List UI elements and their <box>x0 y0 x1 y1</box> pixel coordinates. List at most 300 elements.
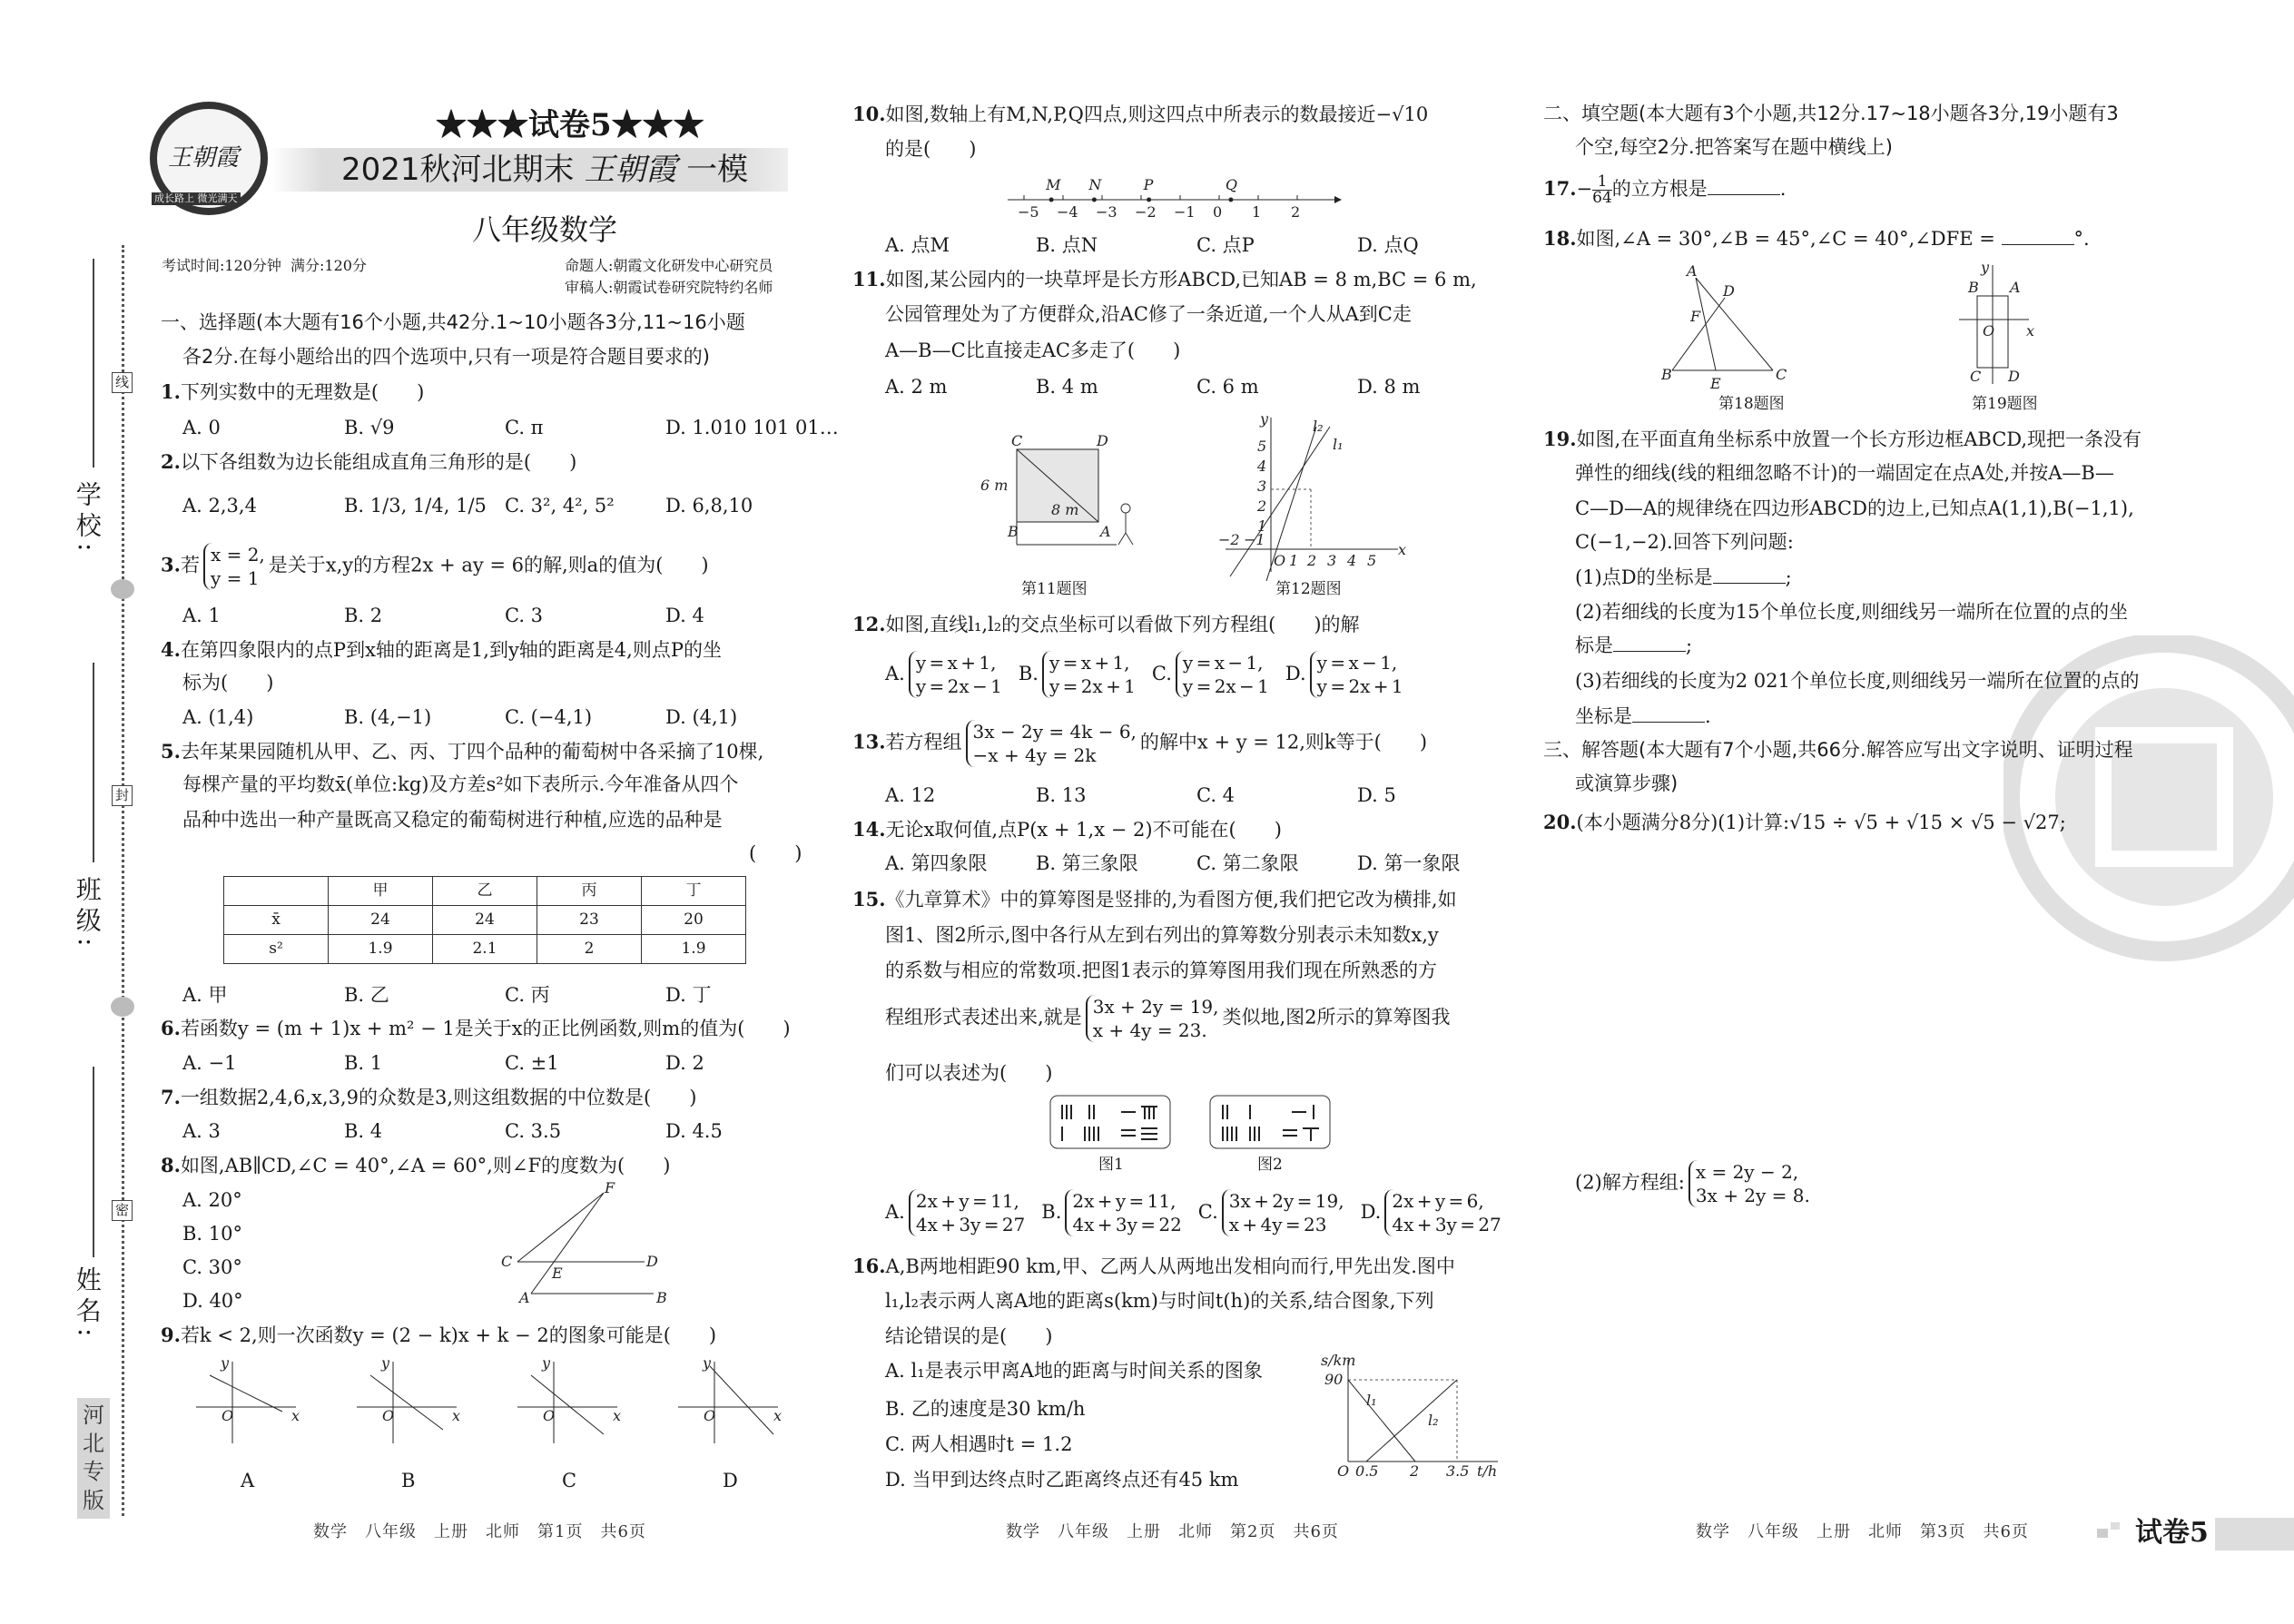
option-a[interactable]: A. 0 <box>182 417 221 438</box>
answer-blank[interactable] <box>1713 567 1786 584</box>
q11-figure <box>980 431 1144 567</box>
label-e: E <box>552 1265 563 1282</box>
table-cell: 2 <box>537 935 642 964</box>
figure-caption: 图1 <box>1098 1156 1124 1174</box>
option-c[interactable]: C. 丙 <box>505 984 550 1006</box>
tick-label: −2 <box>1135 203 1157 221</box>
seal-circle-icon <box>111 997 134 1017</box>
table-cell: 1.9 <box>642 935 746 964</box>
figure-caption: 图2 <box>1257 1156 1283 1174</box>
q-text: 如图,直线l₁,l₂的交点坐标可以看做下列方程组( )的解 <box>885 614 1360 635</box>
q-text: 是关于x,y的方程2x + ay = 6的解,则a的值为( ) <box>268 554 709 576</box>
q-num: 11. <box>852 268 886 290</box>
option-a[interactable]: A. (1,4) <box>182 706 254 728</box>
option-c[interactable]: C. 3², 4², 5² <box>505 495 615 517</box>
function-line <box>710 1366 773 1434</box>
tick-label: −1 <box>1244 531 1265 548</box>
q-num: 3. <box>161 553 181 576</box>
figure-caption: 第12题图 <box>1275 580 1342 598</box>
q-text: 标为( ) <box>182 672 274 694</box>
q-text: 公园管理处为了方便群众,沿AC修了一条近道,一个人从A到C走 <box>885 303 1412 325</box>
option-a[interactable]: A. l₁是表示甲离A地的距离与时间关系的图象 <box>885 1360 1263 1382</box>
label-l2: l₂ <box>1428 1412 1439 1429</box>
q-num: 17. <box>1543 177 1577 200</box>
q-text: C—D—A的规律绕在四边形ABCD的边上,已知点A(1,1),B(−1,1), <box>1575 497 2134 519</box>
q-text: 弹性的细线(线的粗细忽略不计)的一端固定在点A处,并按A—B— <box>1575 462 2114 484</box>
label-origin: O <box>1337 1462 1350 1480</box>
option-b[interactable]: B. y = x + 1, y = 2x + 1 <box>1018 652 1136 697</box>
label-x: x <box>773 1407 783 1424</box>
tick-label: 1 <box>1257 517 1267 535</box>
seal-mark-secret: 密 <box>112 1200 133 1221</box>
page-footer-2: 数学 八年级 上册 北师 第2页 共6页 <box>1006 1522 1339 1541</box>
q-text: 以下各组数为边长能组成直角三角形的是( ) <box>180 451 577 473</box>
q-text: (本小题满分8分)(1)计算:√15 ÷ √5 + √15 × √5 − √27; <box>1576 812 2066 833</box>
paper-series: ★★★试卷5★★★ <box>436 107 704 143</box>
banner-brand: 王朝霞 <box>584 152 677 188</box>
equation-system <box>203 543 265 590</box>
q18-figure <box>1661 263 1861 390</box>
tick-label: −2 <box>1218 531 1240 548</box>
option-d[interactable]: D. y = x − 1, y = 2x + 1 <box>1285 652 1403 697</box>
section2-heading-cont: 个空,每空2分.把答案写在题中横线上) <box>1575 136 1893 158</box>
arrow-icon <box>1334 196 1342 203</box>
point-P <box>1147 198 1151 202</box>
q-text: 去年某果园随机从甲、乙、丙、丁四个品种的葡萄树中各采摘了10棵, <box>180 741 764 763</box>
q-text: 如图,数轴上有M,N,P,Q四点,则这四点中所表示的数最接近−√10 <box>885 103 1429 125</box>
title-banner <box>271 148 788 192</box>
q-text: 若k < 2,则一次函数y = (2 − k)x + k − 2的图象可能是( ) <box>180 1324 717 1346</box>
point-label: M <box>1046 177 1061 193</box>
q-num: 7. <box>161 1086 181 1108</box>
q-num: 18. <box>1543 227 1577 250</box>
label-l2: l₂ <box>1313 418 1324 435</box>
label-a: A <box>1100 523 1111 540</box>
line-cf <box>517 1193 604 1262</box>
option-a[interactable]: A. y = x + 1, y = 2x − 1 <box>885 652 1002 697</box>
label-l1: l₁ <box>1366 1392 1377 1409</box>
option-a[interactable]: A. 第四象限 <box>885 852 988 874</box>
q-num: 12. <box>852 613 886 635</box>
line-af <box>531 1193 604 1294</box>
table-header-row <box>224 877 746 906</box>
table-cell: 丙 <box>537 877 642 906</box>
table-cell: 23 <box>537 906 642 935</box>
label-e: E <box>1710 375 1721 390</box>
label-d: D <box>1097 432 1108 449</box>
option-c[interactable]: C. (−4,1) <box>505 706 593 728</box>
option-a[interactable]: A. 2,3,4 <box>182 495 257 517</box>
option-c[interactable]: C. 30° <box>182 1256 242 1278</box>
label-y: y <box>221 1357 230 1372</box>
graph-option-C[interactable] <box>513 1357 622 1448</box>
option-b[interactable]: B. 1 <box>344 1052 383 1074</box>
section3-heading: 三、解答题(本大题有7个小题,共66分.解答应写出文字说明、证明过程 <box>1543 739 2133 761</box>
option-c[interactable]: C. 两人相遇时t = 1.2 <box>885 1433 1073 1455</box>
paper-badge: 试卷5 <box>2135 1517 2209 1549</box>
function-line <box>210 1375 282 1412</box>
q-text: (3)若细线的长度为2 021个单位长度,则细线另一端所在位置的点的 <box>1575 670 2140 692</box>
line-l2 <box>1366 1380 1457 1462</box>
exam-time: 考试时间:120分钟 <box>162 257 281 274</box>
option-c[interactable]: C. ±1 <box>505 1052 559 1074</box>
option-b[interactable]: B. 第三象限 <box>1036 852 1138 874</box>
equation-system: 3x − 2y = 4k − 6, −x + 4y = 2k <box>966 720 1137 767</box>
option-d[interactable]: D. 4 <box>665 605 704 626</box>
option-d[interactable]: D. 2 <box>665 1052 704 1074</box>
q-text: 若函数y = (m + 1)x + m² − 1是关于x的正比例函数,则m的值为( ) <box>180 1018 791 1039</box>
option-a[interactable]: A. 20° <box>182 1189 242 1211</box>
table-cell: s² <box>224 935 329 964</box>
q-text: 品种中选出一种产量既高又稳定的葡萄树进行种植,应选的品种是 <box>182 809 723 831</box>
q-text: l₁,l₂表示两人离A地的距离s(km)与时间t(h)的关系,结合图象,下列 <box>885 1290 1434 1312</box>
option-c[interactable]: C. π <box>505 417 544 438</box>
option-d[interactable]: D. 1.010 101 01… <box>665 417 839 438</box>
tick-label: −1 <box>1174 203 1196 221</box>
label-y: y <box>542 1357 551 1372</box>
q-text: 程组形式表述出来,就是 <box>885 1006 1082 1029</box>
tick-label: 4 <box>1257 458 1267 475</box>
label-x: x <box>291 1407 300 1424</box>
q-text: 的是( ) <box>885 138 977 160</box>
page-footer-3: 数学 八年级 上册 北师 第3页 共6页 <box>1696 1522 2029 1541</box>
option-a[interactable]: A. 1 <box>182 605 221 626</box>
tick-label: 0.5 <box>1355 1462 1379 1480</box>
q12-figure <box>1216 413 1407 581</box>
answer-blank[interactable] <box>2002 229 2074 245</box>
label-origin: O <box>1983 322 1995 340</box>
q-text: 每棵产量的平均数x̄(单位:kg)及方差s²如下表所示.今年准备从四个 <box>182 773 739 795</box>
q-text: 的系数与相应的常数项.把图1表示的算筹图用我们现在所熟悉的方 <box>885 960 1438 981</box>
point-label: N <box>1088 177 1102 193</box>
rod-figure-1 <box>1050 1096 1170 1148</box>
option-a[interactable]: A. 2 m <box>885 376 948 398</box>
label-y: y <box>381 1357 390 1372</box>
equation: y = 1 <box>210 567 260 589</box>
equation-system: x = 2y − 2, 3x + 2y = 8. <box>1689 1160 1810 1207</box>
label-x: x <box>613 1407 622 1424</box>
q-text: A,B两地相距90 km,甲、乙两人从两地出发相向而行,甲先出发.图中 <box>885 1255 1455 1277</box>
q-text: 无论x取何值,点P(x + 1,x − 2)不可能在( ) <box>885 819 1282 841</box>
option-d[interactable]: D. 4.5 <box>665 1120 723 1142</box>
equation-system: 3x + 2y = 19, x + 4y = 23. <box>1086 995 1219 1042</box>
point-M <box>1049 198 1054 202</box>
tick-label: 3 <box>1327 552 1337 569</box>
answer-blank[interactable] <box>1613 635 1686 652</box>
q-text: 若 <box>180 554 200 576</box>
person-icon <box>1121 504 1130 513</box>
option-b[interactable]: B. 13 <box>1036 784 1087 806</box>
q-text: 若方程组 <box>885 731 962 753</box>
q8-figure <box>490 1180 672 1307</box>
counting-rod-figures <box>1049 1094 1339 1153</box>
label-a: A <box>519 1289 530 1306</box>
option-b[interactable]: B. 4 m <box>1036 376 1098 398</box>
q-text: 标是 <box>1575 635 1613 656</box>
option-d[interactable]: D. 6,8,10 <box>665 495 753 517</box>
full-score: 满分:120分 <box>290 257 367 274</box>
label-origin: O <box>222 1407 234 1424</box>
q-num: 6. <box>161 1017 181 1039</box>
school-label: 学校: <box>72 481 103 557</box>
option-c[interactable]: C. y = x − 1, y = 2x − 1 <box>1151 652 1269 697</box>
variance-table <box>223 876 746 964</box>
table-row <box>224 935 746 964</box>
school-field[interactable] <box>93 259 94 468</box>
answer-paren: ( ) <box>749 842 802 864</box>
section3-heading-cont: 或演算步骤) <box>1575 773 1679 794</box>
label-x: x <box>2026 322 2035 340</box>
option-d[interactable]: D. 点Q <box>1357 234 1419 256</box>
label-y: y <box>1981 261 1990 276</box>
option-b[interactable]: B. (4,−1) <box>344 706 432 728</box>
q-num: 8. <box>161 1154 181 1176</box>
option-a[interactable]: A. 3 <box>182 1120 221 1142</box>
label-l1: l₁ <box>1333 436 1344 453</box>
function-line <box>531 1375 604 1434</box>
option-b[interactable]: B. 4 <box>344 1120 383 1142</box>
table-cell: 2.1 <box>433 935 537 964</box>
label-b: B <box>1968 279 1979 296</box>
page-footer-1: 数学 八年级 上册 北师 第1页 共6页 <box>313 1522 646 1541</box>
q-text: 结论错误的是( ) <box>885 1325 1053 1347</box>
option-c[interactable]: C. 4 <box>1196 784 1236 806</box>
label-d: D <box>1723 282 1735 300</box>
option-c[interactable]: C. 6 m <box>1196 376 1259 398</box>
option-b[interactable]: B. √9 <box>344 417 395 438</box>
label-y: y <box>703 1357 712 1372</box>
tick-label: 1 <box>1252 203 1262 221</box>
q-text: C(−1,−2).回答下列问题: <box>1575 531 1794 553</box>
q-text: 一组数据2,4,6,x,3,9的众数是3,则这组数据的中位数是( ) <box>180 1087 697 1108</box>
label-a: A <box>2010 279 2021 296</box>
option-b[interactable]: B. 1/3, 1/4, 1/5 <box>344 495 487 517</box>
label-b: B <box>1661 366 1672 383</box>
option-b[interactable]: B. 乙 <box>344 984 389 1006</box>
seal-mark-seal: 封 <box>112 785 133 806</box>
tick-label: 4 <box>1347 552 1357 569</box>
line-l1 <box>1348 1380 1415 1462</box>
q-num: 1. <box>161 380 181 403</box>
answer-blank[interactable] <box>1708 179 1780 195</box>
label-d: D <box>646 1253 658 1270</box>
graph-option-B[interactable] <box>352 1357 461 1448</box>
q19-figure <box>1943 261 2079 389</box>
y-axis-label: s/km <box>1321 1353 1356 1369</box>
option-a[interactable]: A. 2x + y = 11, 4x + 3y = 27 <box>885 1190 1026 1235</box>
edition-badge: 河北专版 <box>77 1398 110 1519</box>
table-cell: 20 <box>642 906 746 935</box>
answer-blank[interactable] <box>1632 706 1705 723</box>
author: 命题人:朝霞文化研发中心研究员 <box>565 257 773 274</box>
q-text: (2)若细线的长度为15个单位长度,则细线另一端所在位置的点的坐 <box>1575 601 2129 623</box>
table-cell: 1.9 <box>329 935 433 964</box>
label-f: F <box>1690 308 1701 325</box>
figure-caption: 第18题图 <box>1718 395 1785 413</box>
graph-label: C <box>562 1470 577 1491</box>
option-d[interactable]: D. 第一象限 <box>1357 852 1461 874</box>
option-b[interactable]: B. 乙的速度是30 km/h <box>885 1398 1086 1420</box>
brand-logo <box>150 102 268 215</box>
x-axis-label: t/h <box>1477 1462 1498 1480</box>
figure-caption: 第19题图 <box>1972 395 2038 413</box>
tick-label: 2 <box>1307 552 1317 569</box>
tick-label: 2 <box>1291 203 1301 221</box>
tick-label: 90 <box>1324 1371 1344 1388</box>
name-field[interactable] <box>93 1067 94 1257</box>
option-b[interactable]: B. 10° <box>182 1223 243 1245</box>
option-a[interactable]: A. 12 <box>885 784 936 806</box>
label-origin: O <box>543 1407 556 1424</box>
option-b[interactable]: B. 点N <box>1036 234 1098 256</box>
figure-caption: 第11题图 <box>1021 580 1088 598</box>
option-d[interactable]: D. 5 <box>1357 784 1396 806</box>
label-c: C <box>1776 366 1787 383</box>
option-d[interactable]: D. 2x + y = 6, 4x + 3y = 27 <box>1360 1190 1501 1235</box>
label-a: A <box>1687 263 1698 280</box>
q-text: 图1、图2所示,图中各行从左到右列出的算筹数分别表示未知数x,y <box>885 924 1439 946</box>
option-a[interactable]: A. −1 <box>182 1052 237 1074</box>
logo-text: 王朝霞 <box>168 144 240 172</box>
logo-motto: 成长路上 微光满天 <box>152 192 241 205</box>
label-d: D <box>2008 368 2020 385</box>
q-num: 2. <box>161 450 181 473</box>
option-c[interactable]: C. 第二象限 <box>1196 852 1299 874</box>
q-num: 4. <box>161 638 181 661</box>
tick-label: 0 <box>1213 203 1223 221</box>
tick-label: −5 <box>1018 203 1039 221</box>
q-num: 15. <box>852 888 886 910</box>
table-cell <box>224 877 329 906</box>
table-cell: 24 <box>433 906 537 935</box>
table-row <box>224 906 746 935</box>
q-num: 10. <box>852 103 886 125</box>
section1-heading: 一、选择题(本大题有16个小题,共42分.1~10小题各3分,11~16小题 <box>161 311 745 333</box>
q-num: 19. <box>1543 428 1577 450</box>
label-c: C <box>1970 368 1982 385</box>
q-text: 《九章算术》中的算筹图是竖排的,为看图方便,我们把它改为横排,如 <box>885 889 1457 910</box>
table-cell: 24 <box>329 906 433 935</box>
label-b: B <box>1008 523 1019 540</box>
class-field[interactable] <box>93 663 94 862</box>
label-x: x <box>452 1407 461 1424</box>
label-x: x <box>1398 541 1407 558</box>
label-b: B <box>656 1289 667 1306</box>
banner-suffix: 一模 <box>686 152 749 188</box>
tick-label: 1 <box>1289 552 1299 569</box>
q-text: 类似地,图2所示的算筹图我 <box>1222 1006 1451 1029</box>
q-num: 16. <box>852 1255 886 1277</box>
option-d[interactable]: D. (4,1) <box>665 706 738 728</box>
name-label: 姓名: <box>72 1266 103 1343</box>
table-cell: 丁 <box>642 877 746 906</box>
tick-label: 2 <box>1410 1462 1420 1480</box>
q-text: (1)点D的坐标是 <box>1575 566 1713 588</box>
q-text: 如图,AB∥CD,∠C = 40°,∠A = 60°,则∠F的度数为( ) <box>180 1155 671 1176</box>
q-num: 14. <box>852 818 886 841</box>
graph-label: A <box>241 1470 255 1491</box>
option-c[interactable]: C. 3.5 <box>505 1120 562 1142</box>
label-f: F <box>605 1180 615 1196</box>
graph-label: D <box>723 1470 738 1491</box>
label-origin: O <box>382 1407 395 1424</box>
option-d[interactable]: D. 8 m <box>1357 376 1421 398</box>
q-text: A—B—C比直接走AC多走了( ) <box>885 340 1181 361</box>
option-a[interactable]: A. 甲 <box>182 984 228 1006</box>
option-c[interactable]: C. 3 <box>505 605 544 626</box>
q-num: 9. <box>161 1324 181 1346</box>
point-label: Q <box>1225 177 1238 193</box>
option-d[interactable]: D. 40° <box>182 1290 243 1312</box>
label-c: C <box>501 1253 513 1270</box>
q-text: 如图,∠A = 30°,∠B = 45°,∠C = 40°,∠DFE = <box>1576 228 1995 250</box>
q-text: 在第四象限内的点P到x轴的距离是1,到y轴的距离是4,则点P的坐 <box>180 639 722 661</box>
section2-heading: 二、填空题(本大题有3个小题,共12分.17~18小题各3分,19小题有3 <box>1543 103 2119 124</box>
label-c: C <box>1011 432 1023 449</box>
reviewer: 审稿人:朝霞试卷研究院特约名师 <box>565 279 773 296</box>
table-cell: x̄ <box>224 906 329 935</box>
class-label: 班级: <box>72 876 103 952</box>
label-y: y <box>1260 413 1269 428</box>
graph-option-D[interactable] <box>674 1357 783 1448</box>
tick-label: 5 <box>1257 438 1267 455</box>
option-c[interactable]: C. 3x + 2y = 19, x + 4y = 23 <box>1197 1190 1344 1235</box>
option-a[interactable]: A. 点M <box>885 234 950 256</box>
graph-label: B <box>401 1470 416 1491</box>
q-text: 下列实数中的无理数是( ) <box>180 381 425 403</box>
point-label: P <box>1143 177 1154 193</box>
q-num: 5. <box>161 740 181 763</box>
option-b[interactable]: B. 2 <box>344 605 383 626</box>
table-cell: 甲 <box>329 877 433 906</box>
tick-label: 3.5 <box>1446 1462 1470 1480</box>
option-c[interactable]: C. 点P <box>1196 234 1255 256</box>
tick-label: −3 <box>1096 203 1117 221</box>
option-d[interactable]: D. 丁 <box>665 984 712 1006</box>
label-width: 6 m <box>980 477 1009 494</box>
section1-heading-cont: 各2分.在每小题给出的四个选项中,只有一项是符合题目要求的) <box>182 346 710 368</box>
tick-label: 5 <box>1367 552 1377 569</box>
subject-title: 八年级数学 <box>472 212 618 247</box>
q-num: 13. <box>852 730 886 753</box>
tick-label: 3 <box>1257 477 1267 495</box>
function-line <box>370 1375 443 1430</box>
option-d[interactable]: D. 当甲到达终点时乙距离终点还有45 km <box>885 1469 1239 1491</box>
q-text: 如图,在平面直角坐标系中放置一个长方形边框ABCD,现把一条没有 <box>1576 428 2142 450</box>
seal-mark-line: 线 <box>112 372 133 393</box>
tick-label: 2 <box>1257 497 1267 515</box>
option-b[interactable]: B. 2x + y = 11, 4x + 3y = 22 <box>1041 1190 1182 1235</box>
q-num: 20. <box>1543 811 1577 833</box>
point-Q <box>1228 198 1233 202</box>
graph-option-A[interactable] <box>192 1357 300 1448</box>
label-length: 8 m <box>1051 501 1079 518</box>
fraction: $\frac{1}{64}$ <box>1592 172 1612 207</box>
tick-label: −4 <box>1057 203 1078 221</box>
banner-title: 2021秋河北期末 <box>341 152 575 188</box>
table-cell: 乙 <box>433 877 537 906</box>
q-text: 如图,某公园内的一块草坪是长方形ABCD,已知AB = 8 m,BC = 6 m, <box>885 269 1477 290</box>
q16-figure <box>1321 1353 1502 1484</box>
q-text: (2)解方程组: <box>1575 1171 1685 1194</box>
q-text: 们可以表述为( ) <box>885 1062 1053 1084</box>
seal-circle-icon <box>111 579 134 599</box>
equation: x = 2, <box>210 544 265 566</box>
label-origin: O <box>704 1407 716 1424</box>
point-N <box>1092 198 1097 202</box>
label-origin: O <box>1274 552 1286 569</box>
q-text: 的立方根是 <box>1611 178 1708 200</box>
